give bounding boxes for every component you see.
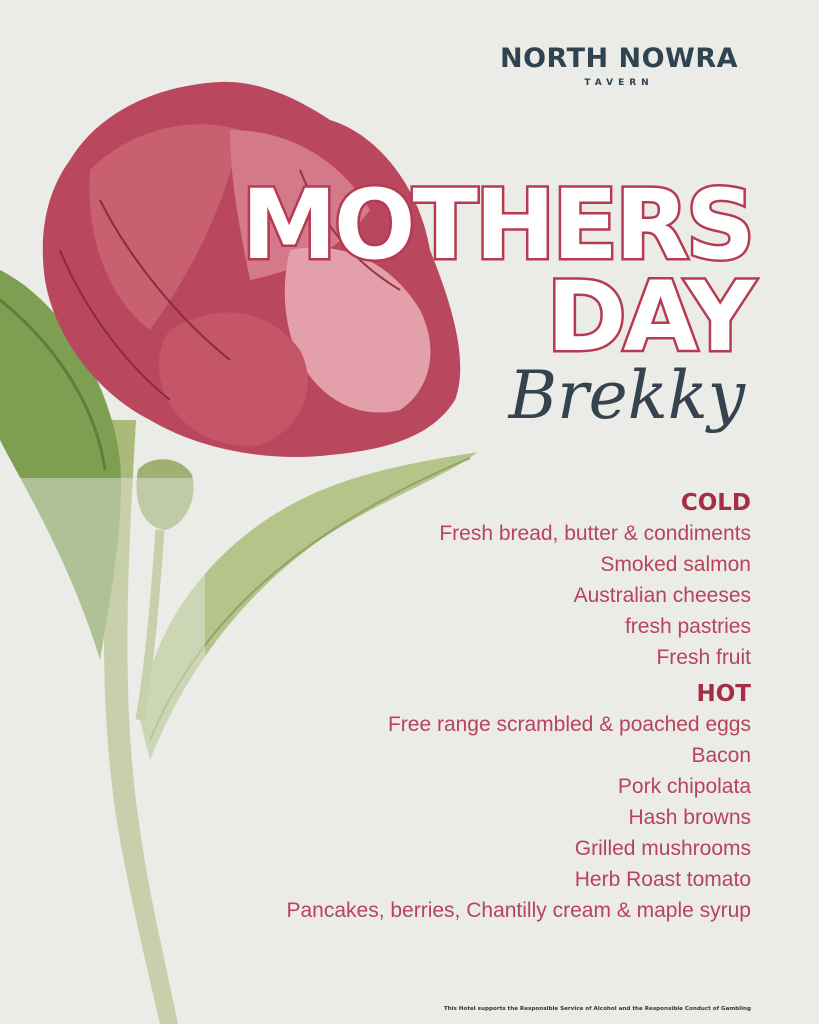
- hot-items: [286, 709, 751, 926]
- brand-logo: [489, 42, 749, 88]
- menu-item: Pork chipolata: [617, 775, 751, 798]
- menu-item: Fresh bread, butter & condiments: [439, 522, 751, 545]
- menu-item: Free range scrambled & poached eggs: [387, 713, 751, 736]
- brand-name: NORTH NOWRA: [499, 43, 739, 74]
- title-script: Brekky: [508, 357, 745, 434]
- menu-item: Hash browns: [628, 806, 751, 829]
- translucent-overlay: [0, 478, 205, 1024]
- menu: [286, 484, 751, 926]
- menu-item: Fresh fruit: [656, 646, 751, 669]
- menu-item: Pancakes, berries, Chantilly cream & maple syrup: [286, 899, 751, 922]
- menu-item: Grilled mushrooms: [574, 837, 751, 860]
- section-title-cold: COLD: [680, 490, 751, 516]
- cold-items: [286, 518, 751, 673]
- section-title-hot: HOT: [696, 681, 751, 707]
- brand-subtitle: TAVERN: [584, 78, 654, 88]
- title-line-1: MOTHERS: [241, 169, 752, 281]
- title-line-2: DAY: [546, 261, 752, 373]
- menu-item: Herb Roast tomato: [574, 868, 751, 891]
- menu-item: Smoked salmon: [600, 553, 751, 576]
- menu-item: fresh pastries: [624, 615, 751, 638]
- footer-disclaimer: This Hotel supports the Responsible Service of Alcohol and the Responsible Conduct of Gambling: [443, 1006, 751, 1012]
- menu-item: Australian cheeses: [573, 584, 751, 607]
- menu-item: Bacon: [691, 744, 751, 767]
